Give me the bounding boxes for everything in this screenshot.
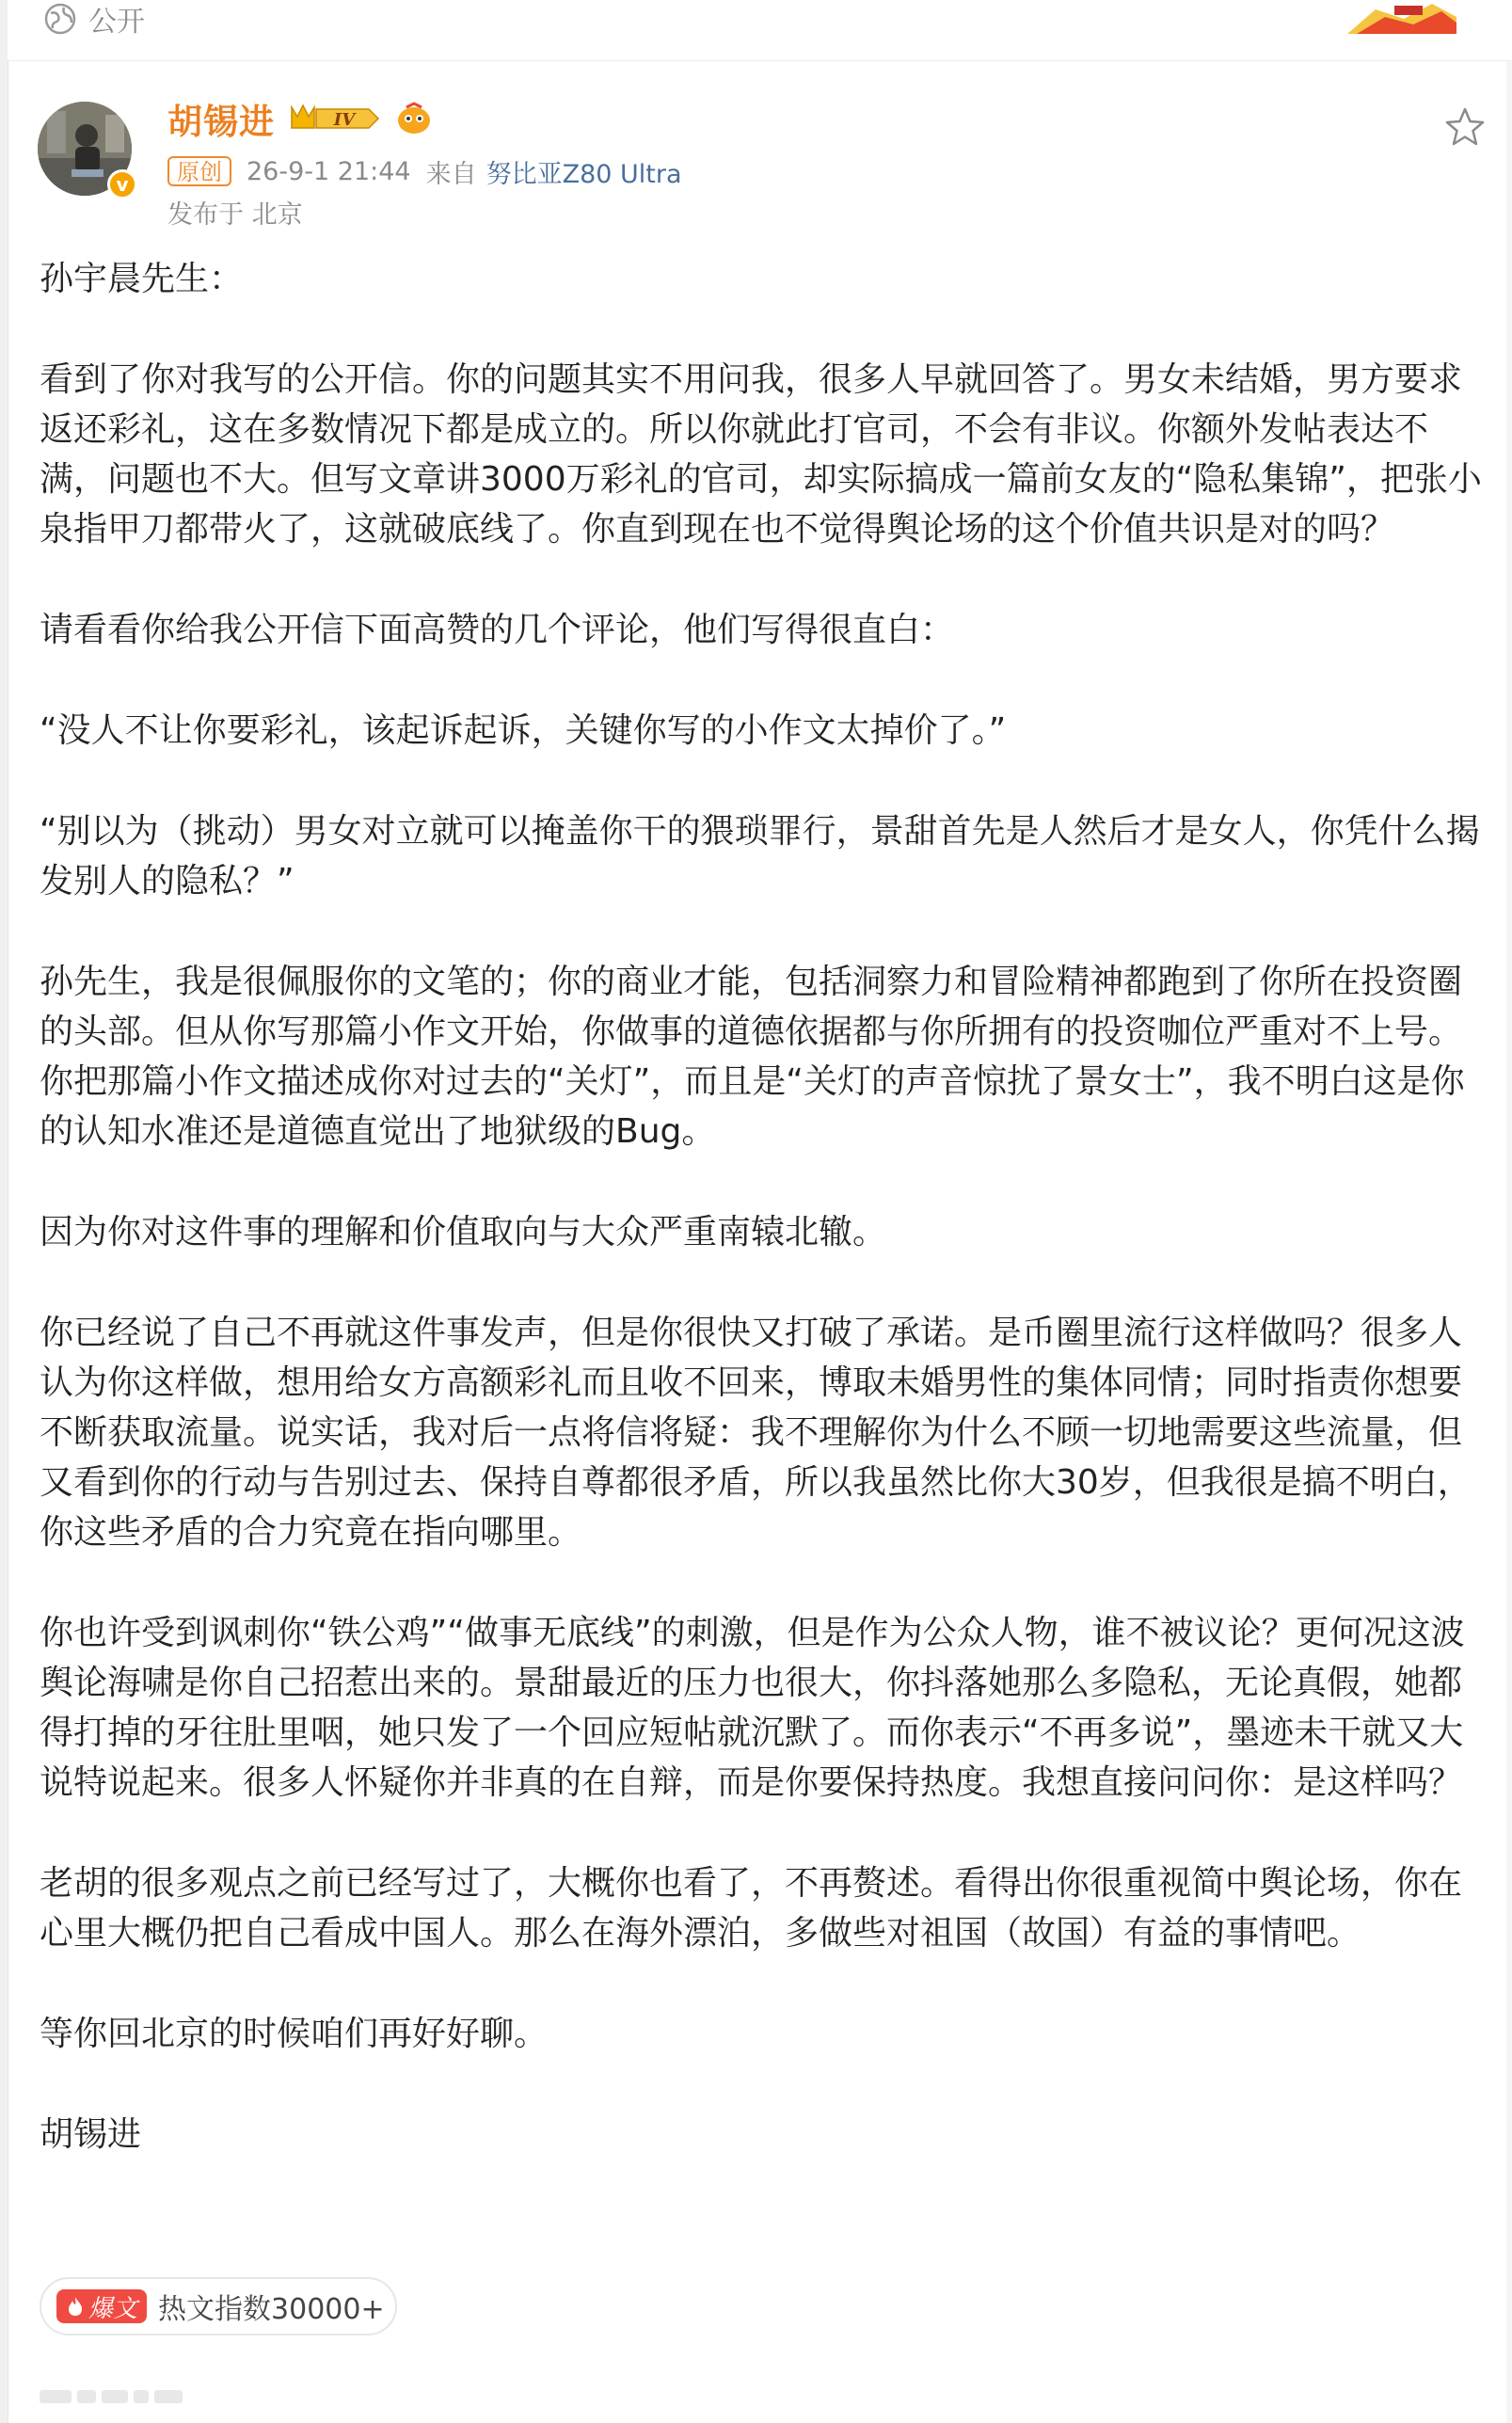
- post-paragraph: 孙宇晨先生：: [40, 260, 244, 298]
- original-tag: 原创: [167, 156, 231, 186]
- post-paragraph: 你已经说了自己不再就这件事发声，但是你很快又打破了承诺。是币圈里流行这样做吗？很多人认为你这样做，想用给女方高额彩礼而且收不回来，博取未婚男性的集体同情；同时指责你想要不断获取流量。说实话，我对后一点将信将疑：我不理解你为什么不顾一切地需要这些流量，但又看到你的行动与告别过去、保持自尊都很矛盾，所以我虽然比你大30岁，但我很是搞不明白，你这些矛盾的合力究竟在指向哪里。: [40, 1314, 1472, 1552]
- verified-badge: v: [107, 169, 137, 199]
- post-paragraph: 等你回北京的时候咱们再好好聊。: [40, 2015, 549, 2053]
- level-badge-icon[interactable]: [288, 100, 382, 137]
- star-icon[interactable]: [1443, 105, 1487, 149]
- globe-icon: [43, 2, 77, 36]
- bottom-placeholder: [40, 2385, 199, 2408]
- hot-tag: [56, 2289, 147, 2323]
- post-paragraph: 请看看你给我公开信下面高赞的几个评论，他们写得很直白：: [40, 611, 955, 649]
- post-header: [38, 94, 1487, 235]
- banner-decoration: [1338, 0, 1460, 36]
- post-paragraph: 你也许受到讽刺你“铁公鸡”“做事无底线”的刺激，但是作为公众人物，谁不被议论？更何况这波舆论海啸是你自己招惹出来的。景甜最近的压力也很大，你抖落她那么多隐私，无论真假，她都得打掉的牙往肚里咽，她只发了一个回应短帖就沉默了。而你表示“不再多说”，墨迹未干就又大说特说起来。很多人怀疑你并非真的在自辩，而是你要保持热度。我想直接问问你：是这样吗？: [40, 1614, 1465, 1802]
- post-paragraph: 老胡的很多观点之前已经写过了，大概你也看了，不再赘述。看得出你很重视简中舆论场，你在心里大概仍把自己看成中国人。那么在海外漂泊，多做些对祖国（故国）有益的事情吧。: [40, 1864, 1463, 1953]
- hot-tag-label: 爆文: [88, 2294, 138, 2323]
- top-bar: [8, 0, 1512, 61]
- post-paragraph: “别以为（挑动）男女对立就可以掩盖你干的猥琐罪行，景甜首先是人然后才是女人，你凭什么揭发别人的隐私？”: [40, 812, 1480, 901]
- fire-icon: [66, 2296, 85, 2317]
- visibility-indicator[interactable]: [43, 0, 145, 38]
- device-link[interactable]: 努比亚Z80 Ultra: [485, 159, 682, 189]
- hot-index-text: 热文指数30000+: [158, 2293, 385, 2326]
- visibility-label: 公开: [88, 6, 145, 39]
- left-edge: [0, 0, 8, 2423]
- post-paragraph: 看到了你对我写的公开信。你的问题其实不用问我，很多人早就回答了。男女未结婚，男方要求返还彩礼，这在多数情况下都是成立的。所以你就此打官司，不会有非议。你额外发帖表达不满，问题也不大。但写文章讲3000万彩礼的官司，却实际搞成一篇前女友的“隐私集锦”，把张小泉指甲刀都带火了，这就破底线了。你直到现在也不觉得舆论场的这个价值共识是对的吗？: [40, 360, 1482, 549]
- hot-index-chip[interactable]: [40, 2277, 397, 2335]
- source-prefix: 来自: [425, 159, 477, 189]
- post-body: [40, 254, 1487, 2210]
- post-paragraph: “没人不让你要彩礼，该起诉起诉，关键你写的小作文太掉价了。”: [40, 711, 1007, 750]
- author-name[interactable]: 胡锡进: [167, 102, 275, 142]
- post-meta: [167, 151, 682, 192]
- level-badge-text: IV: [333, 110, 356, 130]
- fan-icon[interactable]: [395, 100, 433, 137]
- scroll-edge: [1506, 0, 1512, 2423]
- post-paragraph: 孙先生，我是很佩服你的文笔的；你的商业才能，包括洞察力和冒险精神都跑到了你所在投资圈的头部。但从你写那篇小作文开始，你做事的道德依据都与你所拥有的投资咖位严重对不上号。你把那篇小作文描述成你对过去的“关灯”，而且是“关灯的声音惊扰了景女士”，我不明白这是你的认知水准还是道德直觉出了地狱级的Bug。: [40, 963, 1465, 1151]
- post-location: 发布于 北京: [167, 200, 303, 230]
- timestamp: 26-9-1 21:44: [247, 156, 411, 186]
- post-paragraph: 因为你对这件事的理解和价值取向与大众严重南辕北辙。: [40, 1213, 887, 1251]
- post-signature: 胡锡进: [40, 2115, 142, 2154]
